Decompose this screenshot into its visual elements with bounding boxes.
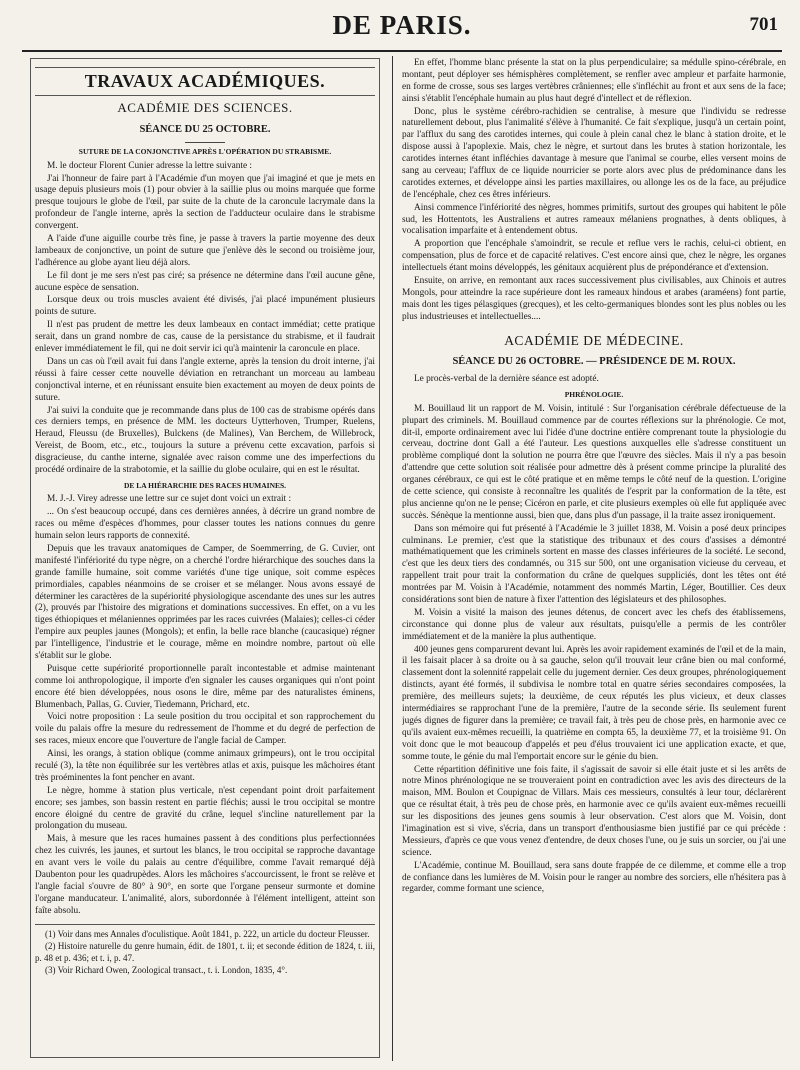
- subheading-races: DE LA HIÉRARCHIE DES RACES HUMAINES.: [123, 480, 287, 490]
- footnotes: [35, 924, 375, 977]
- divider: [185, 142, 225, 143]
- running-title: DE PARIS.: [332, 10, 472, 40]
- paragraph: A proportion que l'encéphale s'amoindrit, se recule et reflue vers le rachis, celui-ci obtient, en compensation, plus de force et de capacité relatives. C'est encore ainsi que, chez le nègre, les organes intellectuels étant moins développés, les génitaux acquièrent plus de prépondérance et d'extension.: [402, 239, 786, 274]
- paragraph: Ensuite, on arrive, en remontant aux races successivement plus civilisables, aux Chinois et autres Mongols, pour atteindre la race supérieure dont les rameaux hindous et arabes (araméens) font partie, mais dont les tiges pélasgiques (grecques), et les celto-germaniques blondes sont les plus nobles ou les plus industrieuses et intellectuelles....: [402, 276, 786, 322]
- right-column: [402, 58, 786, 1063]
- paragraph: Mais, à mesure que les races humaines passent à des conditions plus perfectionnées chez les cuivrés, les jaunes, et surtout les blancs, le trou occipital se rapproche davantage en avant vers le voile du palais au centre d'équilibre, comme l'avait remarqué déjà Daubenton pour les quadrupèdes. Alors les mâchoires s'accourcissent, le front se relève et l'angle facial s'ouvre de 80° à 90°, en sorte que l'organe penseur surmonte et domine l'organe manducateur. L'animalité, alors, subordonnée à l'élément intelligent, atteint son faîte absolu.: [35, 834, 375, 916]
- paragraph: J'ai suivi la conduite que je recommande dans plus de 100 cas de strabisme opérés dans ces derniers temps, en présence de MM. les docteurs Uytterhoven, Trumper, Ruelens, Heraud, Fleussu (de Bruxelles), Bulckens (de Malines), Van Berchem, de Willebrock, Vereist, de Boom, etc., etc., toujours la suture a prévenu cette excavation, parfois si disgracieuse, du canthe interne, signalée avec raison comme une des imperfections du procédé ordinaire de la strabotomie, et la saillie du globe oculaire, qui en est le résultat.: [35, 405, 375, 475]
- paragraph: M. le docteur Florent Cunier adresse la lettre suivante :: [47, 160, 252, 171]
- column-rule: [392, 56, 393, 1061]
- paragraph: Le fil dont je me sers n'est pas ciré; sa présence ne détermine dans l'œil aucune gêne, aucune espèce de sensation.: [35, 270, 375, 293]
- paragraph: Donc, plus le système cérébro-rachidien se centralise, à mesure que l'individu se redresse naturellement debout, plus l'animalité s'élève à l'humanité. Ce fait s'explique, jusqu'à un certain point, par l'afflux du sang des carotides internes, qui coule à plein canal chez le blanc à station droite, et le dispose aussi à l'apoplexie. Mais, chez le nègre, et surtout dans les brutes à station horizontale, les carotides internes étant infléchies davantage à mesure que l'animal se courbe, elles versent moins de sang au cerveau; l'afflux de ce liquide nourricier se porte alors avec plus de prédominance dans les carotides externes, et développe ainsi les parties maxillaires, ou allonge les os de la face, au préjudice de l'encéphale, chez ces êtres inférieurs.: [402, 106, 786, 200]
- academy-medecine-heading: ACADÉMIE DE MÉDECINE.: [504, 332, 684, 348]
- paragraph: J'ai l'honneur de faire part à l'Académie d'un moyen que j'ai imaginé et que je mets en usage depuis plusieurs mois (1) pour obvier à la saillie plus ou moins marquée que forme presque toujours le globe de l'œil, par suite de la chute de la caroncule lacrymale dans la profondeur de l'angle interne, après la section de l'adducteur oculaire dans le strabisme convergent.: [35, 173, 375, 232]
- paragraph: ... On s'est beaucoup occupé, dans ces dernières années, à décrire un grand nombre de races ou même d'espèces d'hommes, pour classer toutes les nations connues du genre humain selon leurs rapports de connexité.: [35, 507, 375, 542]
- paragraph: Depuis que les travaux anatomiques de Camper, de Soemmerring, de G. Cuvier, ont manifesté l'infériorité du type nègre, on a cherché l'ordre hiérarchique des souches dans la grande famille humaine, soit comme variétés d'une tige unique, soit comme espèces primordiales, capables néanmoins de se croiser et se mélanger. Nous avons essayé de déterminer les caractères de la supériorité physiologique ascendante des unes sur les autres (2), prouvés par l'histoire des migrations et dominations successives. En effet, on a vu les tiges éthiopiques et mélaniennes opprimées par les races cuivrées (Malaies); celles-ci céder l'empire aux peuples jaunes (Mongols); et enfin, la belle race blanche (caucasique) régner par l'intelligence, l'industrie et le courage, même en moindre nombre, partout où elle s'établit sur le globe.: [35, 544, 375, 662]
- paragraph: Le nègre, homme à station plus verticale, n'est cependant point droit parfaitement encore; ses jambes, son bassin restent en partie fléchis; aussi le trou occipital se montre encore éloigné du centre de gravité du crâne, lequel s'incline naturellement par la prolongation du museau.: [35, 785, 375, 832]
- paragraph: M. Bouillaud lit un rapport de M. Voisin, intitulé : Sur l'organisation cérébrale défectueuse de la plupart des criminels. M. Bouillaud commence par de courtes réflexions sur la phrénologie. Ce mot, dit-il, emporte ordinairement avec lui l'idée d'une doctrine entière comprenant toute la physiologie du cerveau, doctrine dont Gall a été l'auteur. Les questions auxquelles elle s'adresse constituent un problème compliqué dont la solution ne pourra être que l'œuvre des siècles. Mais il n'y a pas besoin d'attendre que cette solution soit réalisée pour admettre dès à présent comme principe la pluralité des organes cérébraux, ce qui est le côté pratique et en même temps le côté neuf de la question. L'origine de cette science, qui consiste à reconnaître les qualités de l'esprit par la conformation de la tête, est plus ancienne qu'on ne le pense; Cicéron en parle, et cite plusieurs exemples où elle fut appliquée avec succès. Sénèque la mentionne aussi, bien que, dans plus d'un passage, il la traite assez ironiquement.: [402, 403, 786, 521]
- paragraph: Lorsque deux ou trois muscles avaient été divisés, j'ai placé impunément plusieurs points de suture.: [35, 295, 375, 318]
- page-number: 701: [749, 14, 778, 35]
- paragraph: M. Voisin a visité la maison des jeunes détenus, de concert avec les chefs des établissemens, circonstance qui donne plus de valeur aux résultats, puisqu'elle a permis de les contrôler immédiatement et de la manière la plus authentique.: [402, 607, 786, 642]
- footnote: (1) Voir dans mes Annales d'oculistique. Août 1841, p. 222, un article du docteur Fleusser.: [45, 928, 370, 939]
- paragraph: L'Académie, continue M. Bouillaud, sera sans doute frappée de ce dilemme, et comme elle a trop de confiance dans les lumières de M. Voisin pour le ranger au nombre des sorciers, elle n'hésitera pas à regarder, comme formant une science,: [402, 860, 786, 895]
- footnote: (3) Voir Richard Owen, Zoological transact., t. i. London, 1835, 4°.: [45, 965, 288, 976]
- paragraph: Dans son mémoire qui fut présenté à l'Académie le 3 juillet 1838, M. Voisin a posé deux principes culminans. Le premier, c'est que la statistique des tribunaux et des cours d'assises a démontré mathématiquement que les criminels sortent en masse des classes inférieures de la société. Le second, c'est que les deux tiers des condamnés, ou 315 sur 500, ont une organisation vicieuse du cerveau, et rappellent trait pour trait la conformation du crâne de quelques suppliciés, dont les têtes ont été montrées par M. Voisin à l'Académie, notamment des nommés Martin, Léger, Boutillier. Ces deux considérations sont bien de nature à fixer l'attention des législateurs et des philosophes.: [402, 523, 786, 606]
- section-title: TRAVAUX ACADÉMIQUES.: [35, 67, 375, 96]
- academy-heading: ACADÉMIE DES SCIENCES.: [117, 100, 293, 116]
- seance-heading-right: SÉANCE DU 26 OCTOBRE. — PRÉSIDENCE DE M. ROUX.: [452, 355, 736, 367]
- paragraph: A l'aide d'une aiguille courbe très fine, je passe à travers la partie moyenne des deux lambeaux de conjonctive, un point de suture que j'enlève dès le second ou troisième jour, l'adhérence au globe ayant lieu déjà alors.: [35, 234, 375, 268]
- paragraph: M. J.-J. Virey adresse une lettre sur ce sujet dont voici un extrait :: [47, 494, 292, 505]
- paragraph: 400 jeunes gens comparurent devant lui. Après les avoir rapidement examinés de l'œil et de la main, il les faisait placer à sa droite ou à sa gauche, selon qu'il trouvait leur crâne bien ou mal conformé, classement dont la solennité rappelait celle du jugement dernier. Ces deux groupes, phrénologiquement distincts, ayant été formés, il subdivisa le nombre total en quatre séries secondaires composées, la première, des meilleurs sujets; la deuxième, de ceux réputés les plus vicieux, et deux classes intermédiaires se rapprochant l'une de la première, l'autre de la seconde série. Ils seulement furent jugés dignes de figurer dans la première; ce travail fait, à très peu de chose près, en harmonie avec ce qu'ils avaient eux-mêmes recueilli, la quatrième en compta 65, la deuxième 77, et la troisième 91. On voit donc que le mot beaucoup d'appelés et peu d'élus trouvaient ici une application exacte, et que, somme toute, le génie du mal l'emportait encore sur le génie du bien.: [402, 644, 786, 762]
- paragraph: Ainsi commence l'infériorité des nègres, hommes primitifs, surtout des groupes qui habitent le pôle sud, les Hottentots, les Australiens et autres rameaux mélaniens prognathes, à dents obliques, à vocalisation imparfaite et à entendement obtus.: [402, 202, 786, 237]
- subheading-strabisme: SUTURE DE LA CONJONCTIVE APRÈS L'OPÉRATION DU STRABISME.: [78, 147, 332, 157]
- left-column: [30, 58, 380, 1058]
- paragraph: Ainsi, les orangs, à station oblique (comme animaux grimpeurs), ont le trou occipital reculé (3), la tête non équilibrée sur les vertèbres atlas et axis, puisque les mâchoires étant très proéminentes la font pencher en avant.: [35, 749, 375, 783]
- page-header: [22, 10, 782, 52]
- footnote: (2) Histoire naturelle du genre humain, édit. de 1801, t. ii; et seconde édition de 1824, t. iii, p. 48 et p. 436; et t. i, p. 47.: [35, 941, 375, 963]
- paragraph: Dans un cas où l'œil avait fui dans l'angle externe, après la tension du droit interne, j'ai réussi à faire cesser cette nouvelle déviation en retranchant un morceau au lambeau conjonctival interne, et en réunissant ensuite bien exactement au moyen de deux points de suture.: [35, 356, 375, 403]
- paragraph: Puisque cette supériorité proportionnelle paraît incontestable et admise maintenant comme loi anthropologique, il importe d'en signaler les causes organiques qui n'ont point encore été bien développées, nous osons le dire, même par des naturalistes éminens, Blumenbach, Pallas, G. Cuvier, Tiedemann, Prichard, etc.: [35, 663, 375, 710]
- paragraph: Voici notre proposition : La seule position du trou occipital et son rapprochement du voile du palais offre la mesure du redressement de l'homme et du degré de perfection de ses races, mieux encore que l'ouverture de l'angle facial de Camper.: [35, 712, 375, 747]
- paragraph: En effet, l'homme blanc présente la stat on la plus perpendiculaire; sa médulle spino-cérébrale, en montant, peut déployer ses hémisphères complètement, se renfler avec ampleur et parfaite harmonie, en forme de crosse, sous ses larges vertèbres crâniennes; elle s'infléchit au front et aux sens de la face; ainsi s'établit l'encéphale humain au plus haut degré d'intellect et de réflexion.: [402, 58, 786, 104]
- paragraph: Le procès-verbal de la dernière séance est adopté.: [414, 374, 599, 385]
- seance-heading: SÉANCE DU 25 OCTOBRE.: [139, 123, 271, 135]
- subheading-phrenologie: PHRÉNOLOGIE.: [564, 390, 624, 400]
- paragraph: Cette répartition définitive une fois faite, il s'agissait de savoir si elle était juste et si les arrêts de notre Minos phrénologique ne se trouveraient point en contradiction avec les avis des directeurs de la maison, MM. Boulon et Coupignac de Villars. Mais ces messieurs, consultés à leur tour, déclarèrent que ce résultat était, à très peu de chose près, en harmonie avec ce qu'ils avaient eux-mêmes recueilli sur les dispositions des jeunes gens soumis à leur observation. C'est alors que M. Voisin, dont l'imagination est si vive, s'écria, dans un transport d'enthousiasme bien justifié par ce qui précède : Messieurs, d'après ce que vous venez d'entendre, de deux choses l'une, ou je suis un sorcier, ou j'ai une science.: [402, 764, 786, 858]
- paragraph: Il n'est pas prudent de mettre les deux lambeaux en contact immédiat; cette pratique serait, dans un grand nombre de cas, cause de la persistance du strabisme, et il faudrait enlever immédiatement le fil, qui ne doit servir ici qu'à maintenir la caroncule en place.: [35, 320, 375, 355]
